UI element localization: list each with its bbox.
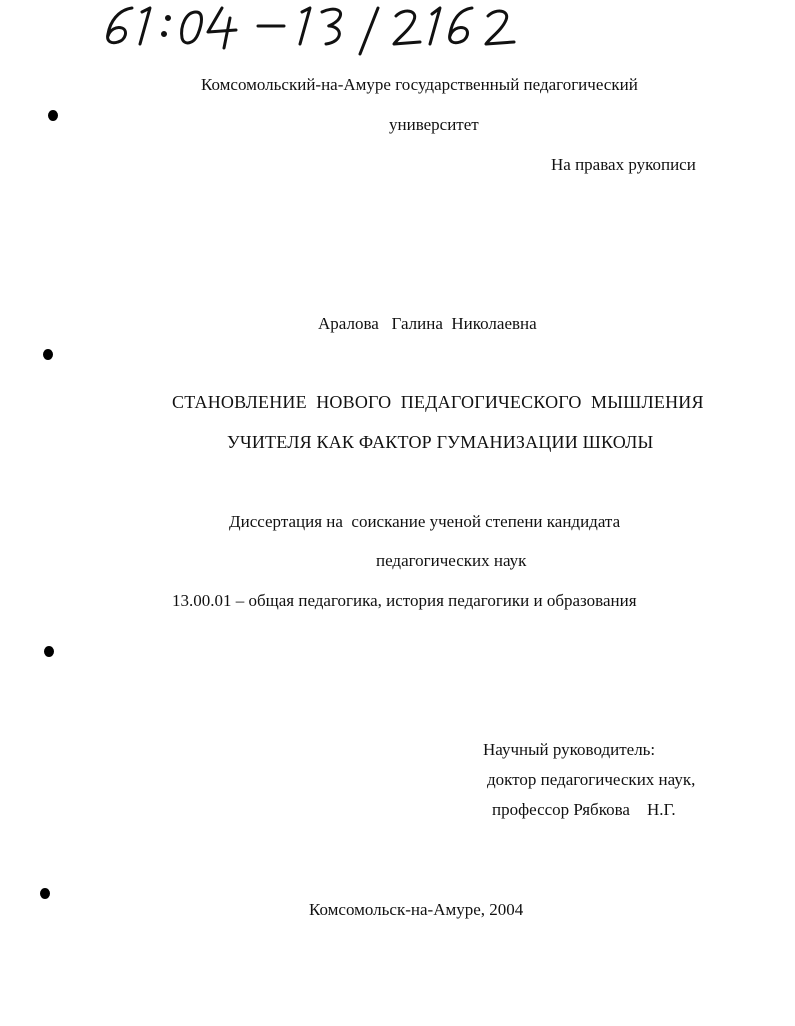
supervisor-degree: доктор педагогических наук, (487, 770, 696, 789)
university-name-line1: Комсомольский-на-Амуре государственный педагогический (201, 75, 638, 94)
scan-punch-dot (43, 349, 53, 360)
supervisor-label: Научный руководитель: (483, 740, 656, 759)
scan-punch-dot (44, 646, 54, 657)
scan-punch-dot (40, 888, 50, 899)
supervisor-name: профессор Рябкова Н.Г. (492, 800, 676, 819)
thesis-title-line2: УЧИТЕЛЯ КАК ФАКТОР ГУМАНИЗАЦИИ ШКОЛЫ (227, 432, 654, 452)
handwritten-archive-number (0, 0, 560, 60)
degree-line1: Диссертация на соискание ученой степени кандидата (229, 512, 621, 531)
place-and-year: Комсомольск-на-Амуре, 2004 (309, 900, 524, 919)
university-name-line2: университет (389, 115, 479, 134)
degree-line2: педагогических наук (376, 551, 527, 570)
thesis-title-line1: СТАНОВЛЕНИЕ НОВОГО ПЕДАГОГИЧЕСКОГО МЫШЛЕНИЯ (172, 392, 704, 412)
scan-punch-dot (48, 110, 58, 121)
specialty-code: 13.00.01 – общая педагогика, история педагогики и образования (172, 591, 637, 610)
author-name: Аралова Галина Николаевна (318, 314, 537, 333)
manuscript-rights: На правах рукописи (551, 155, 696, 174)
